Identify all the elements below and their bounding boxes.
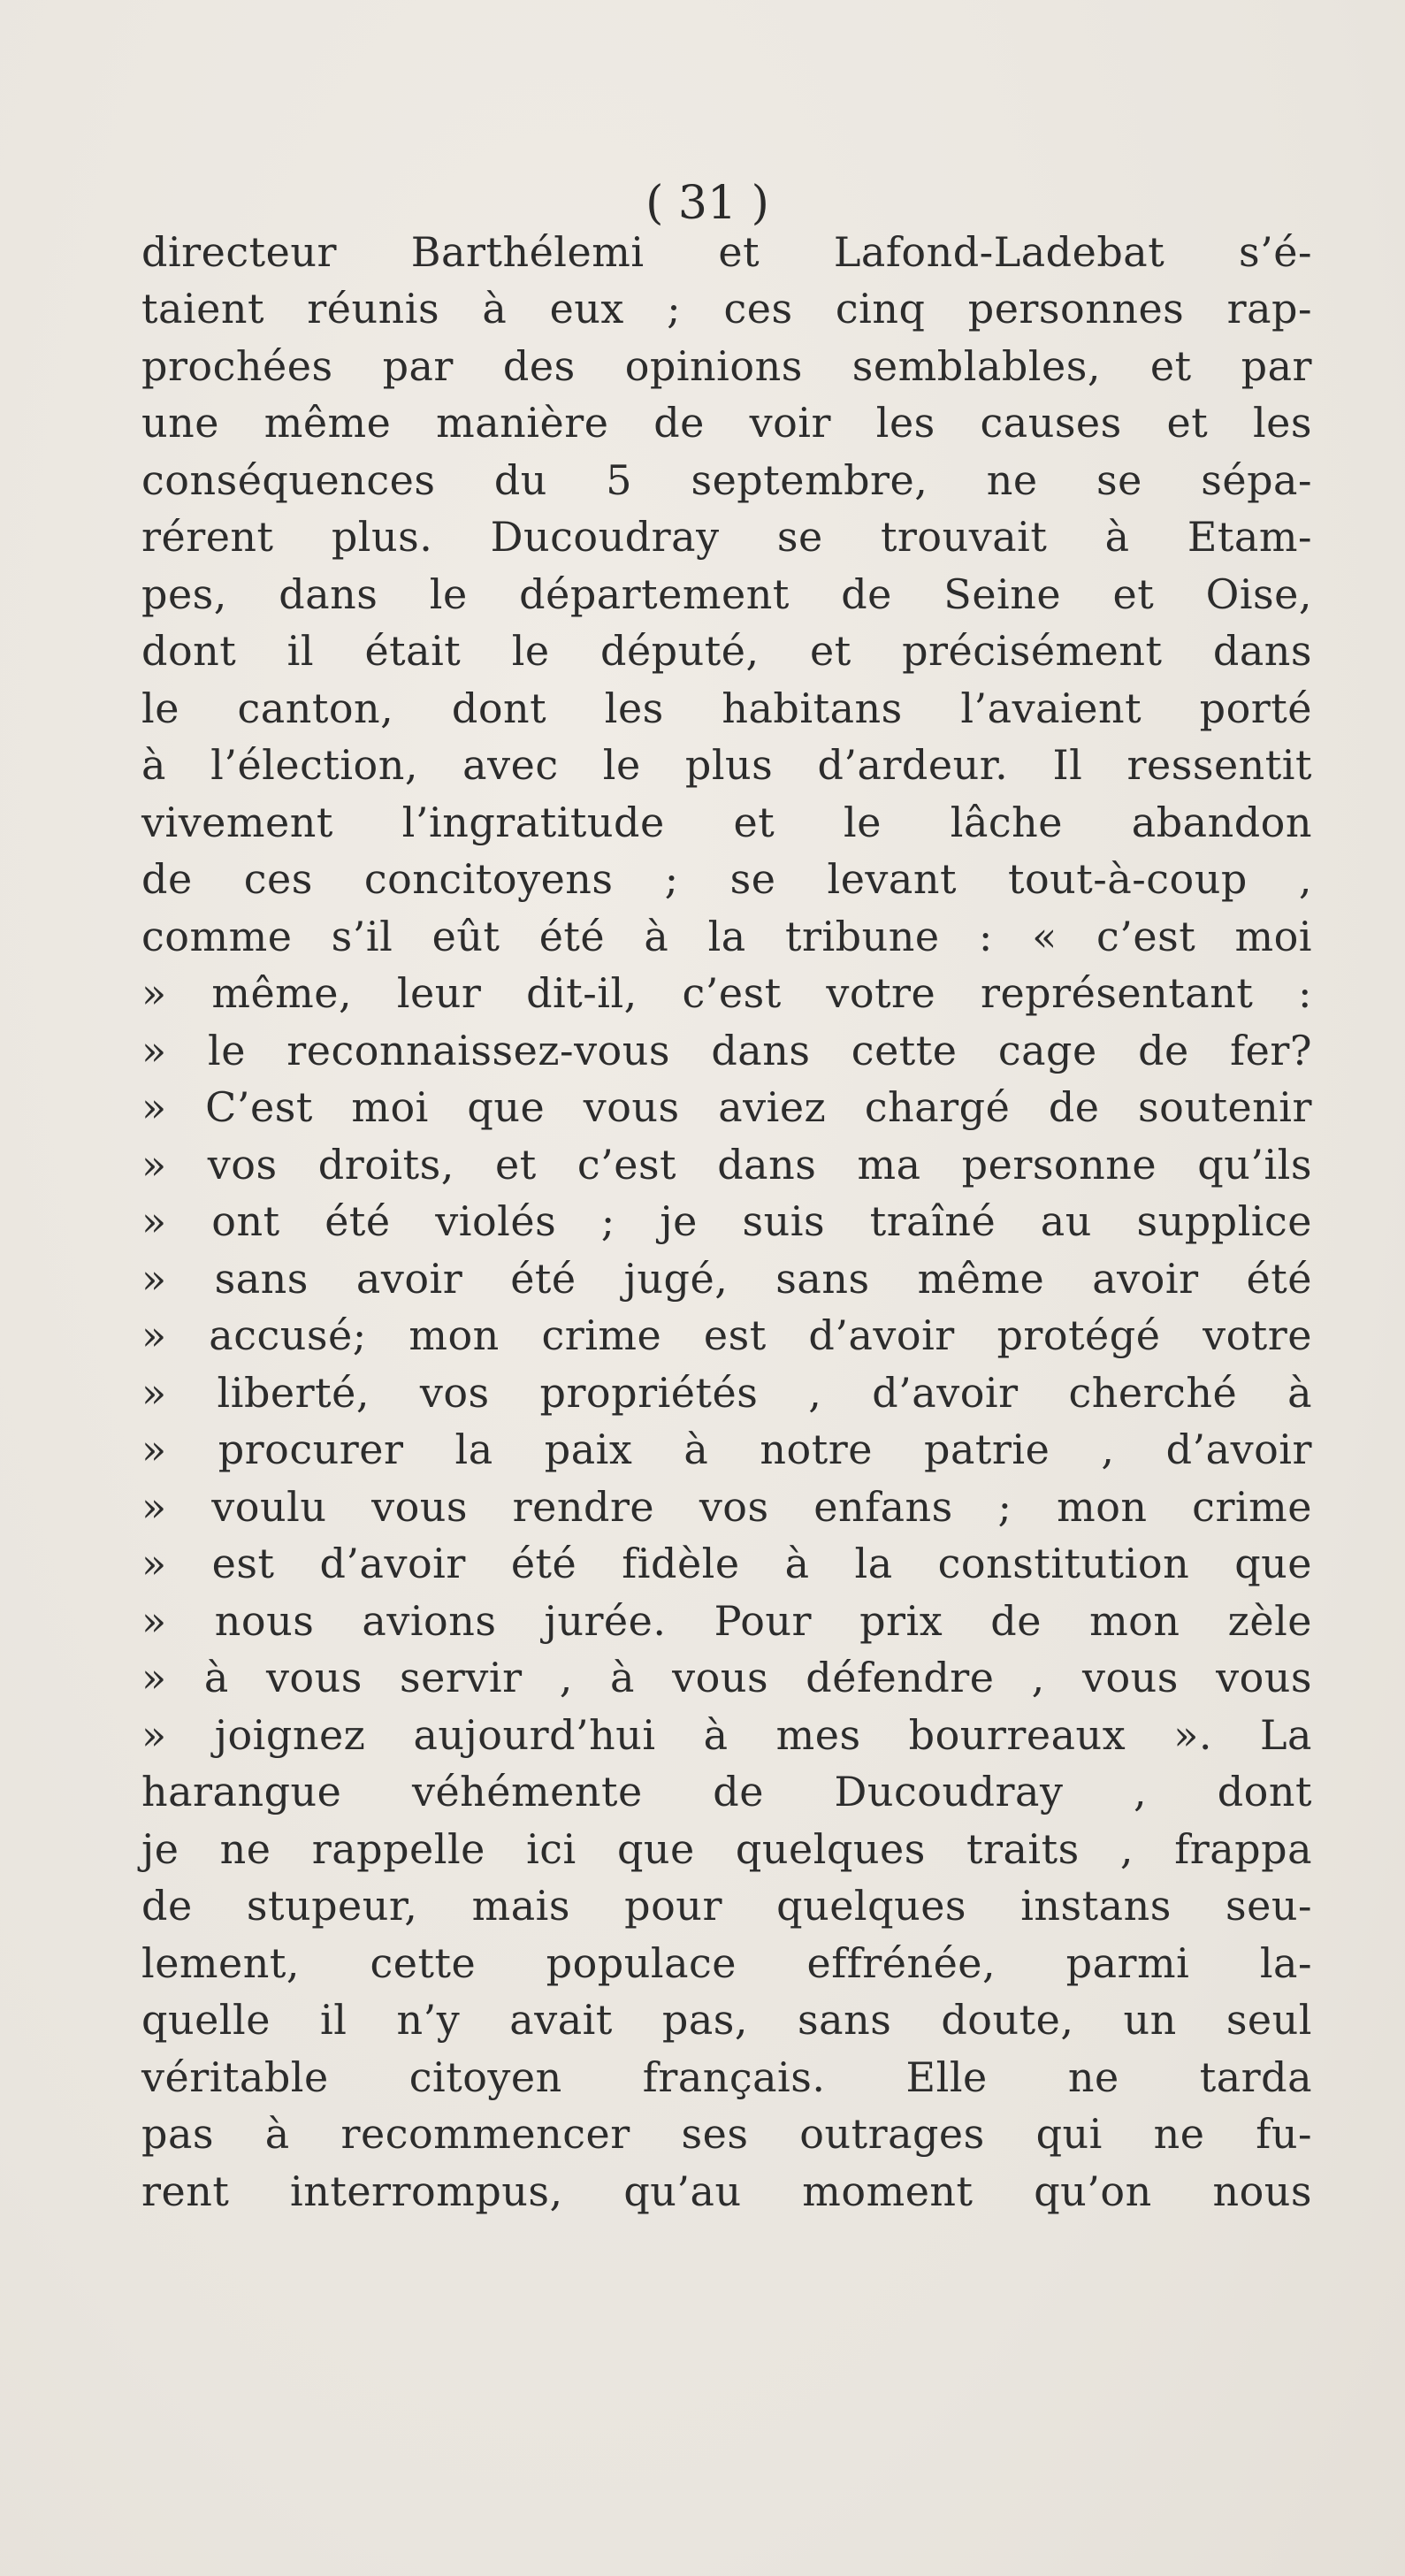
text-line-21: » liberté, vos propriétés , d’avoir cherché à [141,1369,1312,1417]
text-line-24: » est d’avoir été fidèle à la constitution que [141,1540,1312,1587]
text-line-28: harangue véhémente de Ducoudray , dont [141,1768,1312,1815]
text-line-17: » vos droits, et c’est dans ma personne qu’ils [141,1141,1312,1189]
text-line-18: » ont été violés ; je suis traîné au supplice [141,1197,1312,1245]
text-line-5: conséquences du 5 septembre, ne se sépa- [141,456,1312,504]
text-line-7: pes, dans le département de Seine et Oise, [141,570,1312,618]
text-line-29: je ne rappelle ici que quelques traits , frappa [141,1825,1312,1873]
text-line-34: pas à recommencer ses outrages qui ne fu- [141,2110,1312,2158]
text-line-15: » le reconnaissez-vous dans cette cage de fer? [141,1027,1312,1074]
text-line-31: lement, cette populace effrénée, parmi la- [141,1939,1312,1987]
text-line-30: de stupeur, mais pour quelques instans seu- [141,1882,1312,1930]
text-line-25: » nous avions jurée. Pour prix de mon zèle [141,1597,1312,1645]
text-line-11: vivement l’ingratitude et le lâche abandon [141,799,1312,846]
text-line-9: le canton, dont les habitans l’avaient porté [141,684,1312,732]
page-number: ( 31 ) [645,177,769,230]
text-line-6: rérent plus. Ducoudray se trouvait à Etam- [141,513,1312,561]
text-line-20: » accusé; mon crime est d’avoir protégé votre [141,1311,1312,1359]
text-line-33: véritable citoyen français. Elle ne tarda [141,2053,1312,2101]
text-line-16: » C’est moi que vous aviez chargé de soutenir [141,1083,1312,1131]
text-line-1: directeur Barthélemi et Lafond-Ladebat s’é- [141,228,1312,276]
text-line-23: » voulu vous rendre vos enfans ; mon crime [141,1483,1312,1531]
text-line-22: » procurer la paix à notre patrie , d’avoir [141,1426,1312,1473]
text-line-4: une même manière de voir les causes et les [141,399,1312,447]
text-line-35: rent interrompus, qu’au moment qu’on nous [141,2167,1312,2215]
text-line-19: » sans avoir été jugé, sans même avoir été [141,1255,1312,1303]
text-line-14: » même, leur dit-il, c’est votre représentant : [141,969,1312,1017]
text-line-8: dont il était le député, et précisément dans [141,627,1312,675]
text-line-27: » joignez aujourd’hui à mes bourreaux ». La [141,1711,1312,1759]
text-line-12: de ces concitoyens ; se levant tout-à-coup , [141,855,1312,903]
text-line-10: à l’élection, avec le plus d’ardeur. Il ressentit [141,741,1312,789]
text-line-13: comme s’il eût été à la tribune : « c’est moi [141,913,1312,960]
text-line-2: taient réunis à eux ; ces cinq personnes rap- [141,285,1312,333]
text-line-26: » à vous servir , à vous défendre , vous vous [141,1654,1312,1701]
text-line-3: prochées par des opinions semblables, et par [141,342,1312,390]
text-line-32: quelle il n’y avait pas, sans doute, un seul [141,1996,1312,2044]
